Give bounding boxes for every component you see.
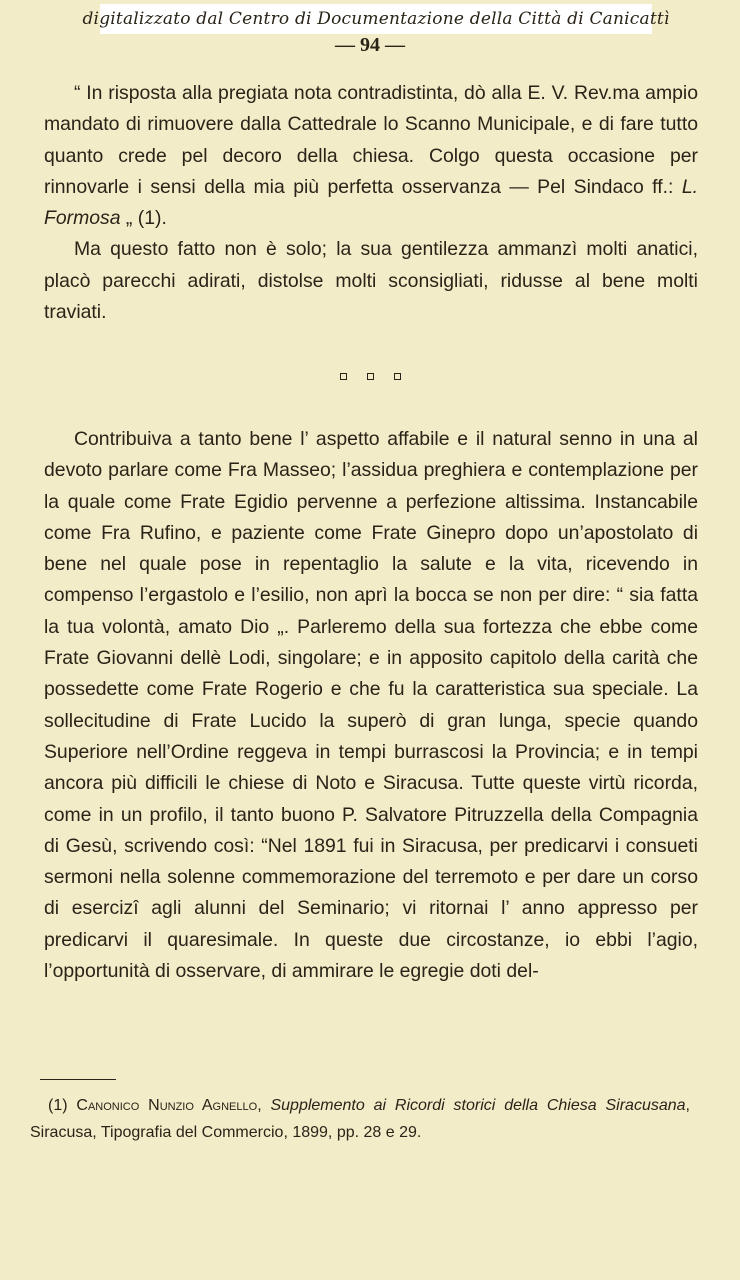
footnote-title: Supplemento ai Ricordi storici della Chiesa Siracusana [270, 1097, 686, 1114]
footnote-separator: , [257, 1097, 271, 1114]
page-number: — 94 — [335, 34, 405, 56]
footnote-marker: (1) [48, 1097, 77, 1114]
ornament-square-icon [394, 373, 401, 380]
paragraph-virtues: Contribuiva a tanto bene l’ aspetto affabile e il natural senno in una al devoto parlare come Fra Masseo; l’assidua preghiera e contemplazione per la quale come Frate Egidio pervenne a perfezione altissima. Instancabile come Fra Rufino, e paziente come Frate Ginepro dopo un’apostolato di bene nel quale pose in repentaglio la salute e la vita, ricevendo in compenso l’ergastolo e l’esilio, non aprì la bocca se non per dire: “ sia fatta la tua volontà, amato Dio „. Parleremo della sua fortezza che ebbe come Frate Giovanni dellè Lodi, singolare; e in apposito capitolo della carità che possedette come Frate Rogerio e che fu la caratteristica sua speciale. La sollecitudine di Frate Lucido la superò di gran lunga, specie quando Superiore nell’Ordine reggeva in tempi burrascosi la Provincia; e in tempi ancora più difficili le chiese di Noto e Siracusa. Tutte queste virtù ricorda, come in un profilo, il tanto buono P. Salvatore Pitruzzella della Compagnia di Gesù, scrivendo così: “Nel 1891 fui in Siracusa, per predicarvi i consueti sermoni nella solenne commemorazione del terremoto e per dare un corso di esercizî agli alunni del Seminario; vi ritornai l’ anno appresso per predicarvi il quaresimale. In queste due circostanze, io ebbi l’agio, l’opportunità di osservare, di ammirare le egregie doti del- [44, 428, 698, 983]
section-ornament [0, 373, 740, 380]
text-block-main [44, 424, 698, 987]
footnote-author: Canonico Nunzio Agnello [76, 1097, 258, 1114]
paragraph-gentleness: Ma questo fatto non è solo; la sua gentilezza ammanzì molti anatici, placò parecchi adirati, distolse molti sconsigliati, ridusse al bene molti traviati. [44, 238, 698, 324]
footnote-publisher: , Siracusa, Tipografia del Commercio, 1899, pp. 28 e 29. [30, 1097, 690, 1141]
footnote-divider [40, 1079, 116, 1080]
signature: L. Formosa [44, 175, 698, 230]
ornament-square-icon [367, 373, 374, 380]
text-block-top [44, 78, 698, 328]
ornament-square-icon [340, 373, 347, 380]
digitization-watermark [82, 4, 670, 34]
watermark-text: digitalizzato dal Centro di Documentazione della Città di Canicattì [82, 9, 670, 29]
paragraph-quote [44, 78, 698, 234]
quote-end: „ (1). [120, 207, 167, 230]
footnote [30, 1092, 690, 1146]
quote-text: “ In risposta alla pregiata nota contradistinta, dò alla E. V. Rev.ma ampio mandato di rimuovere dalla Cattedrale lo Scanno Municipale, e di fare tutto quanto crede pel decoro della chiesa. Colgo questa occasione per rinnovarle i sensi della mia più perfetta osservanza — Pel Sindaco ff.: [44, 82, 698, 198]
